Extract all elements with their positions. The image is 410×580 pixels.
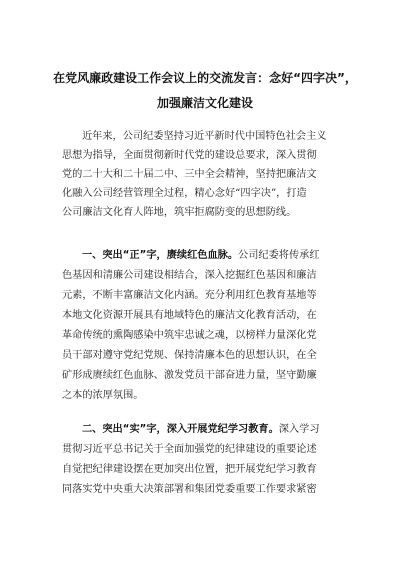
paragraph-first-line [82,246,320,266]
paragraph-line: 公司廉洁文化育人阵地，筑牢拒腐防变的思想防线。 [62,207,297,218]
paragraph-line: 色基因和清廉公司建设相结合，深入挖掘红色基因和廉洁 [62,270,317,281]
paragraph-first-line [82,420,320,440]
paragraph-line: 党的二十大和二十届二中、三中全会精神，坚持把廉洁文 [62,169,317,180]
paragraph-line: 之本的浓厚氛围。 [62,390,144,401]
paragraph-line: 自觉把纪律建设摆在更加突出位置，把开展党纪学习教育 [62,464,317,475]
paragraph-line: 化融入公司经营管理全过程，精心念好“四字决”，打造 [62,188,307,199]
document-title-line-2: 加强廉洁文化建设 [156,96,253,110]
paragraph-text: 公司纪委将传承红 [238,250,320,261]
paragraph-line: 思想为指导，全面贯彻新时代党的建设总要求，深入贯彻 [62,150,317,161]
section-heading: 二、突出“实”字，深入开展党纪学习教育。 [82,424,279,435]
paragraph-line: 元素，不断丰富廉洁文化内涵。充分利用红色教育基地等 [62,290,317,301]
paragraph-line: 革命传统的熏陶感染中筑牢忠诚之魂，以榜样力量深化党 [62,330,317,341]
paragraph-text: 深入学习 [278,424,320,435]
paragraph-line: 本地文化资源开展具有地域特色的廉洁文化教育活动，在 [62,310,317,321]
paragraph-line: 员干部对遵守党纪党规、保持清廉本色的思想认识，在全 [62,350,317,361]
paragraph-line: 近年来，公司纪委坚持习近平新时代中国特色社会主义 [82,131,327,142]
paragraph-line: 贯彻习近平总书记关于全面加强党的纪律建设的重要论述 [62,444,317,455]
document-title-line-1: 在党风廉政建设工作会议上的交流发言：念好“四字决”， [53,71,357,85]
paragraph-line: 矿形成赓续红色血脉、激发党员干部奋进力量，坚守勤廉 [62,370,317,381]
paragraph-line: 同落实党中央重大决策部署和集团党委重要工作要求紧密 [62,484,317,495]
section-heading: 一、突出“正”字，赓续红色血脉。 [82,250,239,261]
